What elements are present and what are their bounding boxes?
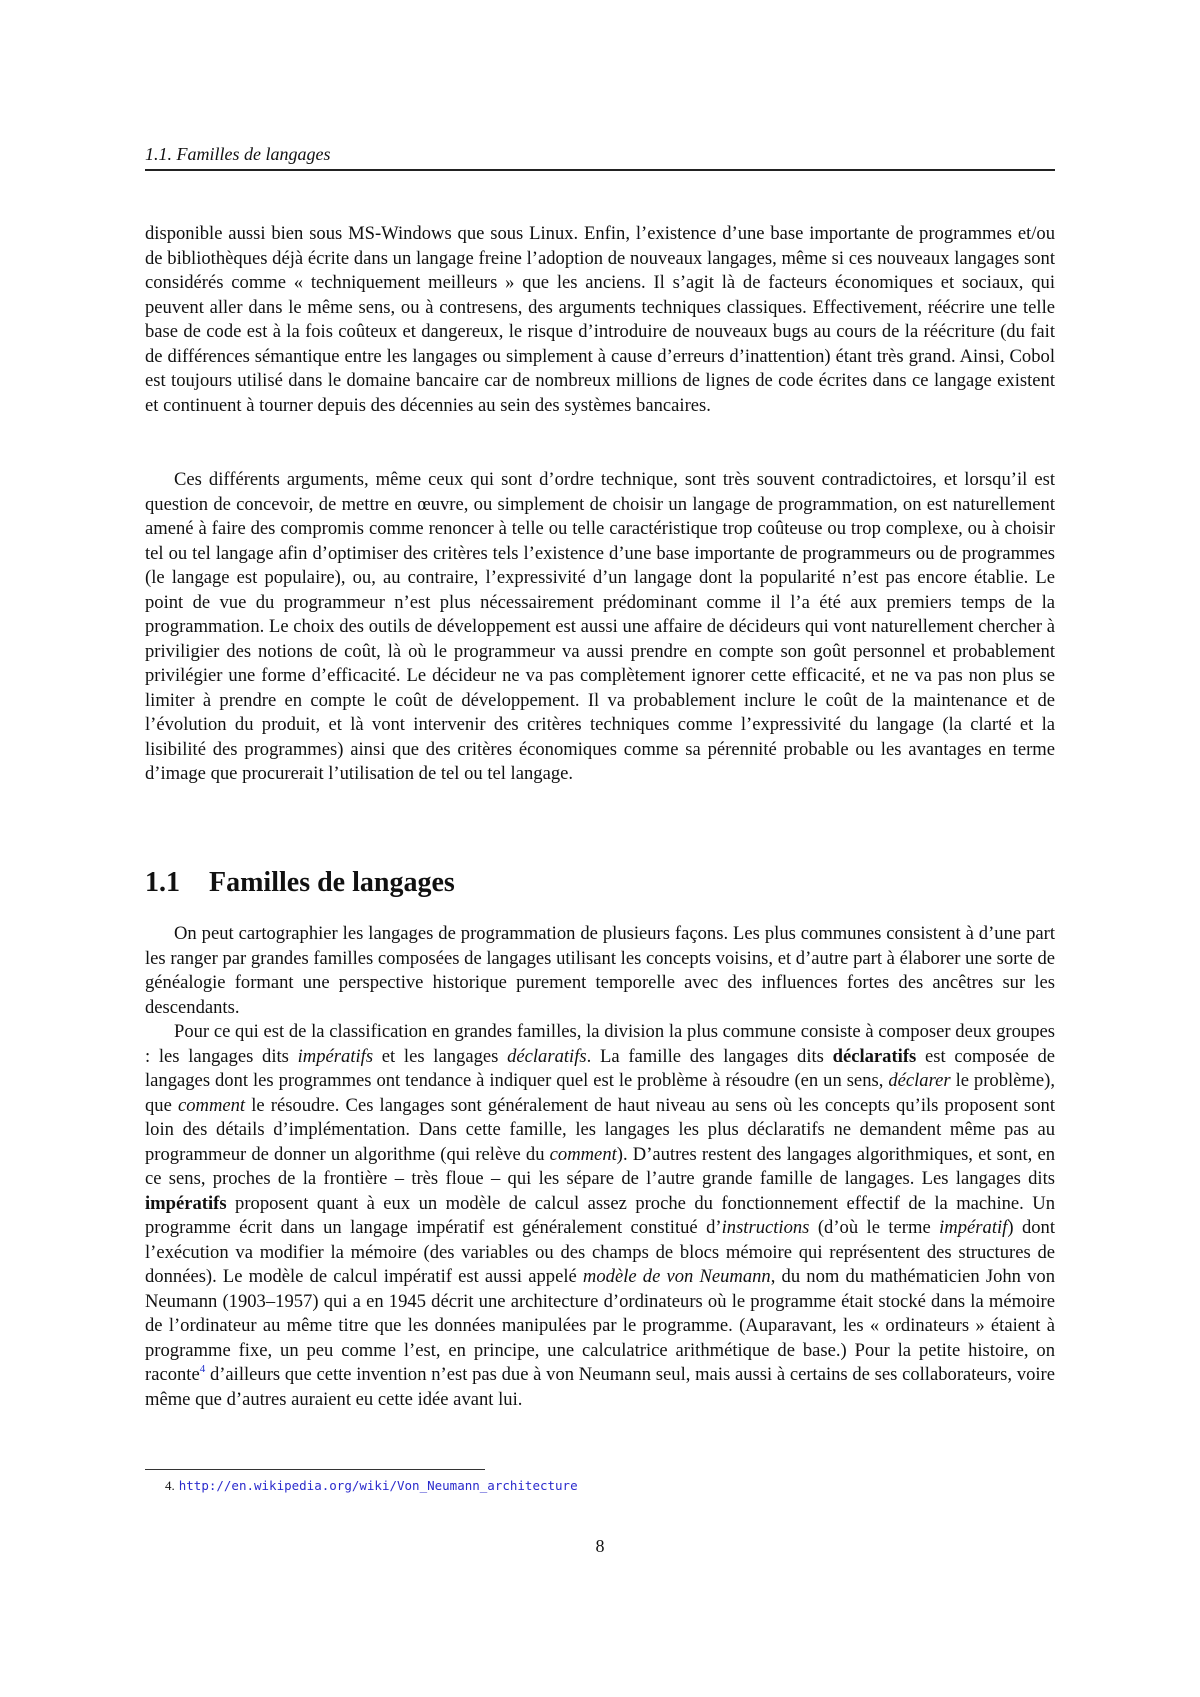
text-run: proposent quant à eux un modèle de calcul assez proche du fonctionnement effectif de la machine. Un programme écrit dans un langage impératif est généralement constitué d’ (145, 1192, 1055, 1238)
paragraph-cartography: On peut cartographier les langages de programmation de plusieurs façons. Les plus communes consistent à d’une part les ranger par grandes familles composées de langages utilisant les concepts voisins, et d’autre part à élaborer une sorte de généalogie formant une perspective historique purement temporelle avec des influences fortes des ancêtres sur les descendants. (145, 923, 1055, 1018)
text-run: ). D’autres restent des langages algorithmiques, et sont, en ce sens, proches de la frontière – très floue – qui les sépare de l’autre grande famille de langages. Les langages dits (145, 1143, 1056, 1189)
footnote-reference-link[interactable]: 4 (199, 1363, 206, 1375)
section-heading (145, 866, 455, 900)
text-run: le problème), que (145, 1070, 1055, 1116)
paragraph-classification (145, 1020, 1055, 1412)
paragraph-text: disponible aussi bien sous MS-Windows que sous Linux. Enfin, l’existence d’une base importante de programmes et/ou de bibliothèques déjà écrite dans un langage freine l’adoption de nouveaux langages, même si ces nouveaux langages sont considérés comme « techniquement meilleurs » que les anciens. Il s’agit là de facteurs économiques et sociaux, qui peuvent aller dans le même sens, ou à contresens, des arguments techniques classiques. Effectivement, réécrire une telle base de code est à la fois coûteux et dangereux, le risque d’introduire de nouveaux bugs au cours de la réécriture (du fait de différences sémantique entre les langages ou simplement à cause d’erreurs d’inattention) étant très grand. Ainsi, Cobol est toujours utilisé dans le domaine bancaire car de nombreux millions de lignes de code écrites dans ce langage existent et continuent à tourner depuis des décennies au sein des systèmes bancaires. (145, 223, 1055, 416)
text-run: , du nom du mathématicien John von Neumann (1903–1957) qui a en 1945 décrit une architecture d’ordinateurs où le programme était stocké dans la mémoire de l’ordinateur au même titre que les données manipulées par le programme. (Auparavant, les « ordinateurs » étaient à programme fixe, un peu comme l’est, en principe, une calculatrice arithmétique de base.) Pour la petite histoire, on raconte (145, 1266, 1055, 1385)
section-number: 1.1 (145, 867, 180, 898)
paragraph-arguments (145, 468, 1055, 787)
text-run: et les langages (373, 1045, 508, 1067)
running-header-title: 1.1. Familles de langages (145, 144, 331, 164)
footnote-number: 4. (165, 1478, 175, 1493)
footnote-url-link[interactable]: http://en.wikipedia.org/wiki/Von_Neumann_architecture (178, 1478, 578, 1493)
emphasis-comment: comment (177, 1094, 246, 1116)
emphasis-von-neumann-model: modèle de von Neumann (582, 1266, 771, 1287)
text-run: Pour ce qui est de la classification en grandes familles, la division la plus commune consiste à composer deux groupes : les langages dits (145, 1021, 1055, 1067)
emphasis-declarer: déclarer (888, 1070, 951, 1091)
text-run: (d’où le terme (809, 1217, 940, 1238)
paragraph-text: Ces différents arguments, même ceux qui sont d’ordre technique, sont très souvent contradictoires, et lorsqu’il est question de concevoir, de mettre en œuvre, ou simplement de choisir un langage de programmation, on est naturellement amené à faire des compromis comme renoncer à telle ou telle caractéristique trop coûteuse ou trop complexe, ou à choisir tel ou tel langage afin d’optimiser des critères tels l’existence d’une base importante de programmeurs ou de programmes (le langage est populaire), ou, au contraire, l’expressivité d’un langage dont la popularité n’est pas encore établie. Le point de vue du programmeur n’est plus nécessairement prédominant comme il l’a été aux premiers temps de la programmation. Le choix des outils de développement est aussi une affaire de décideurs qui vont naturellement chercher à priviligier des notions de coût, là où le programmeur va aussi prendre en compte son goût personnel et probablement privilégier une forme d’efficacité. Le décideur ne va pas complètement ignorer cette efficacité, et ne va pas non plus se limiter à prendre en compte le coût de développement. Il va probablement inclure le coût de la maintenance et de l’évolution du produit, et là vont intervenir des critères techniques comme l’expressivité du langage (la clarté et la lisibilité des programmes) ainsi que des critères économiques comme sa pérennité probable ou les avantages en terme d’image que procurerait l’utilisation de tel ou tel langage. (145, 469, 1055, 784)
footnote-rule (145, 1469, 485, 1470)
paragraph-continuation (145, 222, 1055, 418)
header-rule (145, 169, 1055, 171)
emphasis-declaratifs: déclaratifs (507, 1045, 587, 1067)
text-run: . La famille des langages dits (586, 1045, 833, 1067)
emphasis-instructions: instructions (721, 1217, 810, 1238)
text-run: le résoudre. Ces langages sont généralement de haut niveau au sens où les concepts qu’ils proposent sont loin des détails d’implémentation. Dans cette famille, les langages les plus déclaratifs ne demandent même pas au programmeur de donner un algorithme (qui relève du (145, 1094, 1055, 1165)
footnote (165, 1477, 578, 1494)
text-run: ) dont l’exécution va modifier la mémoire (des variables ou des champs de blocs mémoire qui représentent des structures de données). Le modèle de calcul impératif est aussi appelé (145, 1217, 1055, 1287)
bold-imperatifs: impératifs (145, 1192, 227, 1214)
text-run: est composée de langages dont les programmes ont tendance à indiquer quel est le problème à résoudre (en un sens, (145, 1045, 1055, 1091)
section-body (145, 922, 1055, 1412)
text-run: d’ailleurs que cette invention n’est pas due à von Neumann seul, mais aussi à certains de ses collaborateurs, voire même que d’autres auraient eu cette idée avant lui. (145, 1364, 1055, 1410)
page-number: 8 (595, 1536, 605, 1556)
emphasis-imperatif: impératif (939, 1217, 1008, 1238)
emphasis-imperatifs: impératifs (297, 1045, 374, 1067)
section-title: Familles de langages (209, 867, 455, 898)
bold-declaratifs: déclaratifs (832, 1045, 917, 1067)
emphasis-comment: comment (549, 1143, 617, 1165)
